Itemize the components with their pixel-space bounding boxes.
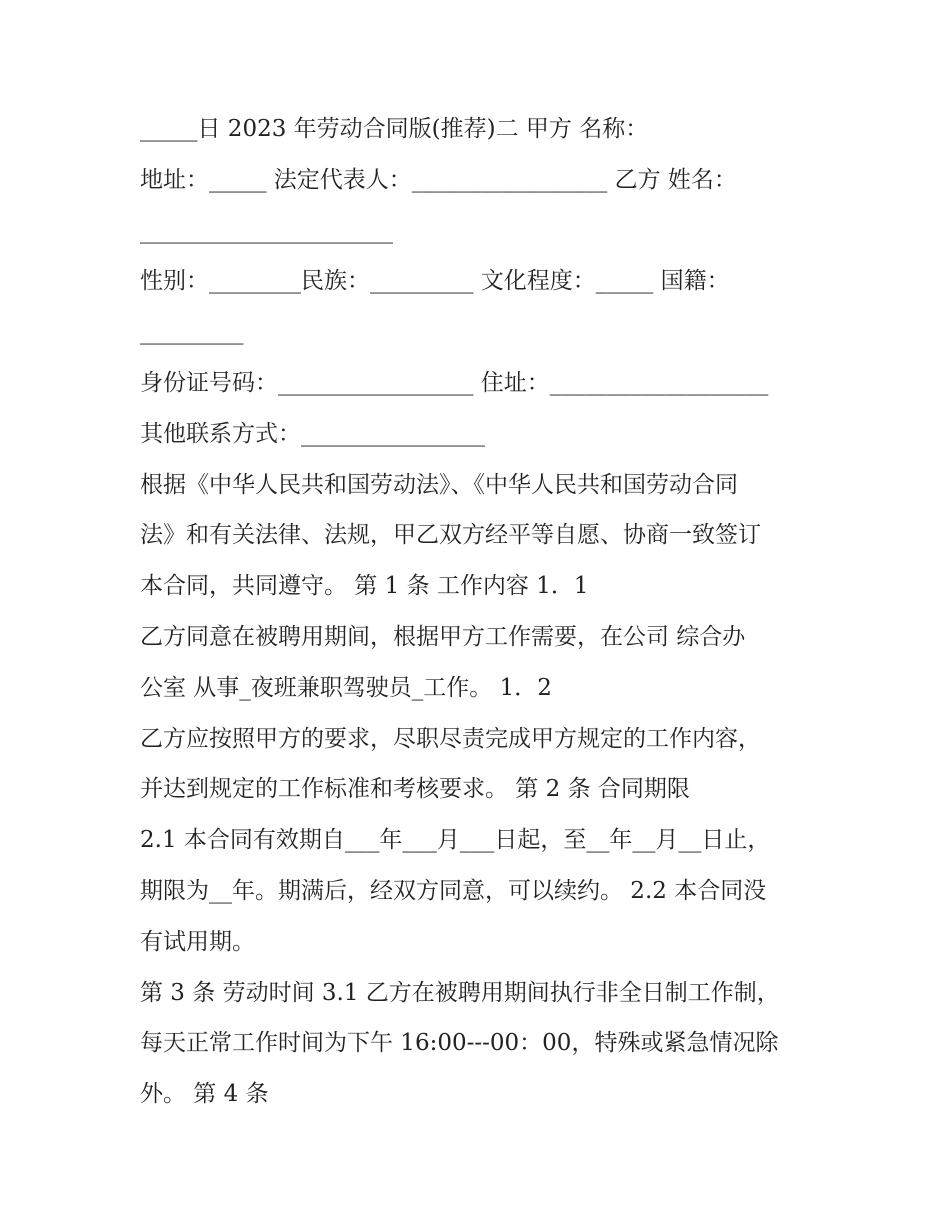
text-line: 地址：_____ 法定代表人：_________________ 乙方 姓名：	[140, 166, 737, 193]
text-line: _____日 2023 年劳动合同版(推荐)二 甲方 名称：	[140, 116, 649, 142]
text-line: 期限为__年。期满后，经双方同意，可以续约。 2.2 本合同没	[140, 877, 767, 904]
text-line: 每天正常工作时间为下午 16:00---00：00，特殊或紧急情况除	[140, 1030, 779, 1057]
text-line: 有试用期。	[140, 928, 255, 955]
text-line: 并达到规定的工作标准和考核要求。 第 2 条 合同期限	[140, 776, 690, 803]
text-line: 根据《中华人民共和国劳动法》、《中华人民共和国劳动合同	[140, 471, 738, 498]
text-line: 公室 从事_夜班兼职驾驶员_工作。 1．2	[140, 674, 552, 701]
text-line: 身份证号码：_________________ 住址：___________________	[140, 369, 769, 396]
text-line: 性别：________民族：_________ 文化程度：_____ 国籍：	[140, 268, 730, 295]
text-line: 外。 第 4 条	[140, 1081, 269, 1108]
text-line: 本合同，共同遵守。 第 1 条 工作内容 1．1	[140, 573, 589, 600]
contract-text	[140, 104, 820, 1120]
text-line: 法》和有关法律、法规，甲乙双方经平等自愿、协商一致签订	[140, 522, 761, 549]
text-line: 乙方应按照甲方的要求，尽职尽责完成甲方规定的工作内容，	[140, 725, 761, 752]
text-line: 2.1 本合同有效期自___年___月___日起，至__年__月__日止，	[140, 827, 771, 854]
text-line: 乙方同意在被聘用期间，根据甲方工作需要，在公司 综合办	[140, 623, 746, 650]
text-line: ______________________	[140, 217, 393, 244]
text-line: 其他联系方式：________________	[140, 420, 485, 447]
text-line: _________	[140, 319, 244, 346]
text-line: 第 3 条 劳动时间 3.1 乙方在被聘用期间执行非全日制工作制，	[140, 979, 780, 1006]
